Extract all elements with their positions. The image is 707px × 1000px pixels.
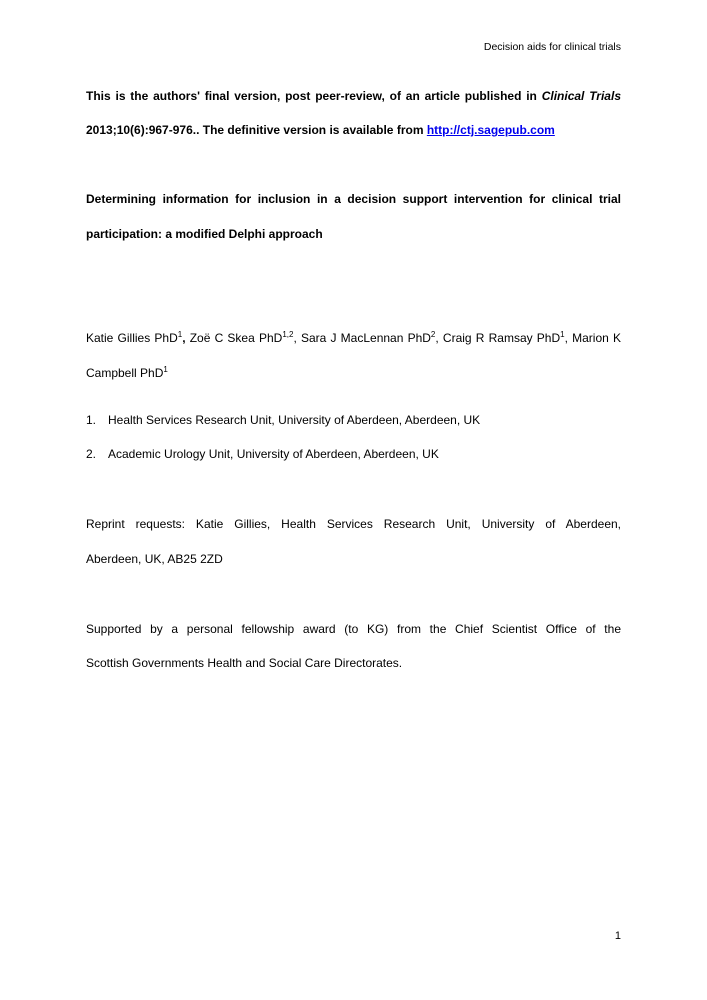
journal-name: Clinical Trials xyxy=(541,89,621,103)
title-line-1: Determining information for inclusion in a decision support intervention for clinical trial xyxy=(86,192,621,206)
publication-notice-line-2 xyxy=(86,123,621,137)
author-name: Katie Gillies PhD xyxy=(86,331,178,345)
author-name: Marion K xyxy=(572,331,622,345)
author-affiliation-sup: 2 xyxy=(430,330,436,339)
affiliation-item xyxy=(86,413,621,427)
author-affiliation-sup: 1 xyxy=(560,330,565,339)
affiliation-text: Health Services Research Unit, University of Aberdeen, Aberdeen, UK xyxy=(108,413,481,427)
page-number: 1 xyxy=(614,930,621,942)
reprint-line-2: Aberdeen, UK, AB25 2ZD xyxy=(86,552,223,566)
author-list-line-1: Katie Gillies PhD$^1$, Zoë C Skea PhD$^{1,2}$, Sara J MacLennan PhD$^2$, Craig R Ramsay PhD$^1$, Marion K xyxy=(86,330,622,345)
author-affiliation-sup: 1 xyxy=(163,365,168,374)
affiliation-item xyxy=(86,447,621,461)
author-name: Sara J MacLennan PhD xyxy=(300,331,431,345)
author-list-line-2 xyxy=(86,366,621,380)
affiliation-number: 2. xyxy=(86,447,97,461)
author-affiliation-sup: 1 xyxy=(177,330,183,339)
author-name: Campbell PhD xyxy=(86,366,164,380)
affiliation-number: 1. xyxy=(86,413,97,427)
support-line-1: Supported by a personal fellowship award (to KG) from the Chief Scientist Office of the xyxy=(86,622,621,636)
author-name: Craig R Ramsay PhD xyxy=(442,331,561,345)
notice-text: This is the authors' final version, post peer-review, of an article published in xyxy=(86,89,537,103)
support-line-2: Scottish Governments Health and Social Care Directorates. xyxy=(86,656,403,670)
title-line-2: participation: a modified Delphi approach xyxy=(86,227,323,241)
affiliation-text: Academic Urology Unit, University of Aberdeen, Aberdeen, UK xyxy=(108,447,439,461)
publication-notice-line-1 xyxy=(86,89,621,103)
author-name: Zoë C Skea PhD xyxy=(189,331,283,345)
publisher-link[interactable]: http://ctj.sagepub.com xyxy=(426,123,555,137)
author-affiliation-sup: 1,2 xyxy=(282,330,294,339)
running-header: Decision aids for clinical trials xyxy=(483,41,621,53)
reprint-line-1: Reprint requests: Katie Gillies, Health Services Research Unit, University of Aberdeen, xyxy=(86,517,621,531)
notice-citation: 2013;10(6):967-976.. The definitive version is available from xyxy=(86,123,424,137)
